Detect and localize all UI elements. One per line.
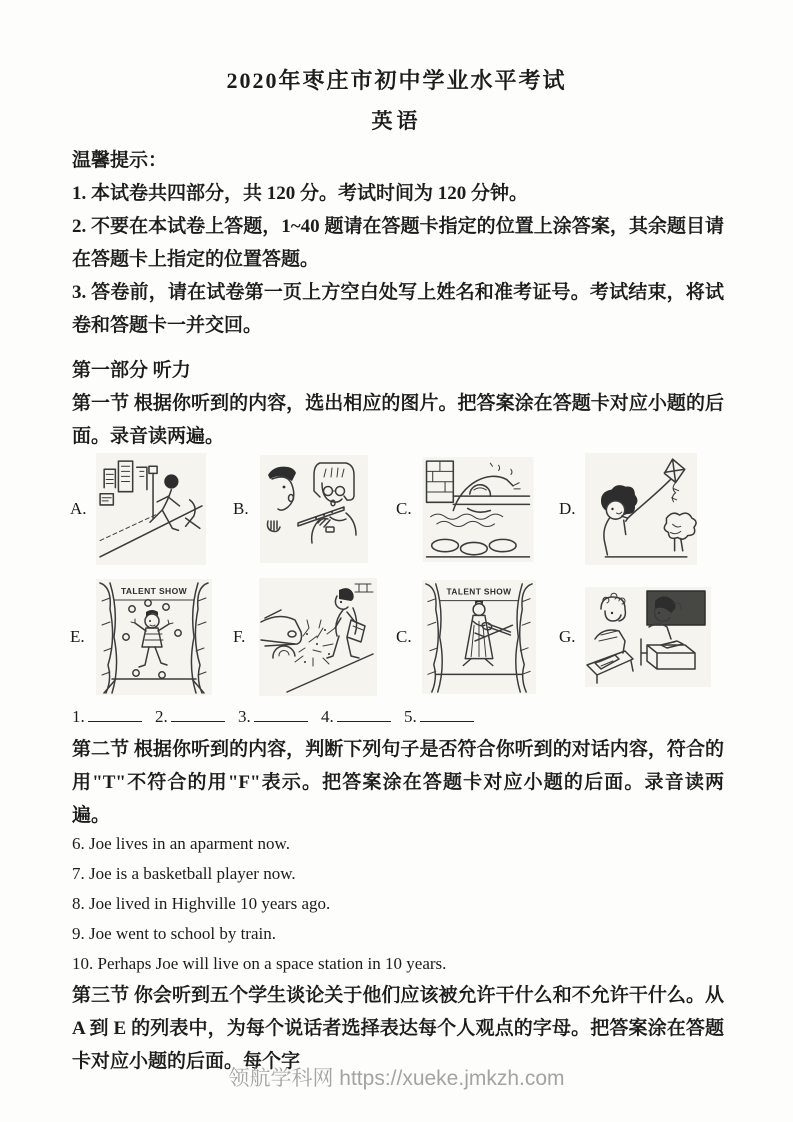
section2-instructions: 第二节 根据你听到的内容，判断下列句子是否符合你听到的对话内容，符合的用"T"不符合的用"F"表示。把答案涂在答题卡对应小题的后面。录音读两遍。 [72,739,724,826]
picture-label-e: E. [70,627,85,646]
street-running-sketch [96,453,206,565]
part1-heading: 第一部分 听力 [72,360,191,381]
answer-blank-4: 4. [321,707,391,726]
blank-underline [254,708,308,722]
lower-text-block [72,700,724,1078]
statement-6: 6. Joe lives in an aparment now. [72,834,290,853]
picture-label-c: C. [396,499,412,518]
answer-blank-2: 2. [155,707,225,726]
picture-cell-a [70,453,233,565]
page-title: 2020年枣庄市初中学业水平考试 [226,68,567,93]
picture-label-d: D. [559,499,576,518]
picture-cell-c2 [396,578,559,696]
answer-blank-5: 5. [404,707,474,726]
notice-heading: 温馨提示： [72,150,168,171]
answer-blank-3: 3. [238,707,308,726]
statement-8: 8. Joe lived in Highville 10 years ago. [72,894,331,913]
notice-item-3: 3. 答卷前，请在试卷第一页上方空白处写上姓名和准考证号。考试结束，将试卷和答题卡一并交回。 [72,282,724,336]
notice-item-2: 2. 不要在本试卷上答题，1~40 题请在答题卡指定的位置上涂答案，其余题目请在答题卡上指定的位置答题。 [72,216,724,270]
notice-item-1: 1. 本试卷共四部分，共 120 分。考试时间为 120 分钟。 [72,183,529,204]
instructions-block [72,144,724,453]
answer-blank-1: 1. [72,707,142,726]
picture-label-a: A. [70,499,87,518]
talent-show-banner-text: TALENT SHOW [120,586,188,596]
subject-title: 英语 [371,109,422,133]
blank-underline [337,708,391,722]
students-exam-sketch [585,587,711,687]
watermark: 领航学科网 https://xueke.jmkzh.com [228,1067,565,1090]
picture-cell-f [233,578,396,696]
car-splash-sketch [259,578,377,696]
statement-7: 7. Joe is a basketball player now. [72,864,296,883]
picture-label-g: G. [559,627,576,646]
picture-cell-d [559,453,722,565]
picture-cell-e [70,578,233,696]
juggler-talent-show-sketch [96,578,212,696]
picture-row-2 [70,578,722,696]
talent-show-banner-text: TALENT SHOW [446,586,512,597]
statement-9: 9. Joe went to school by train. [72,924,276,943]
kite-flying-sketch [585,453,697,565]
statements-list [72,829,724,979]
blank-underline [171,708,225,722]
blank-underline [88,708,142,722]
answer-blanks-row [72,700,724,733]
section1-instructions: 第一节 根据你听到的内容，选出相应的图片。把答案涂在答题卡对应小题的后面。录音读两遍。 [72,393,724,447]
picture-cell-g [559,578,722,696]
picture-cell-b [233,453,396,565]
violinist-talent-show-sketch [422,579,536,695]
picture-row-1 [70,453,722,565]
picture-label-f: F. [233,627,246,646]
section3-instructions: 第三节 你会听到五个学生谈论关于他们应该被允许干什么和不允许干什么。从 A 到 E 的列表中，为每个说话者选择表达每个人观点的字母。把答案涂在答题卡对应小题的后面。每个字 [72,985,724,1072]
statement-10: 10. Perhaps Joe will live on a space station in 10 years. [72,954,447,973]
flute-player-sketch [259,455,369,563]
blank-underline [420,708,474,722]
picture-label-c2: C. [396,627,412,646]
swimming-sketch [422,457,534,562]
picture-label-b: B. [233,499,249,518]
picture-cell-c [396,453,559,565]
